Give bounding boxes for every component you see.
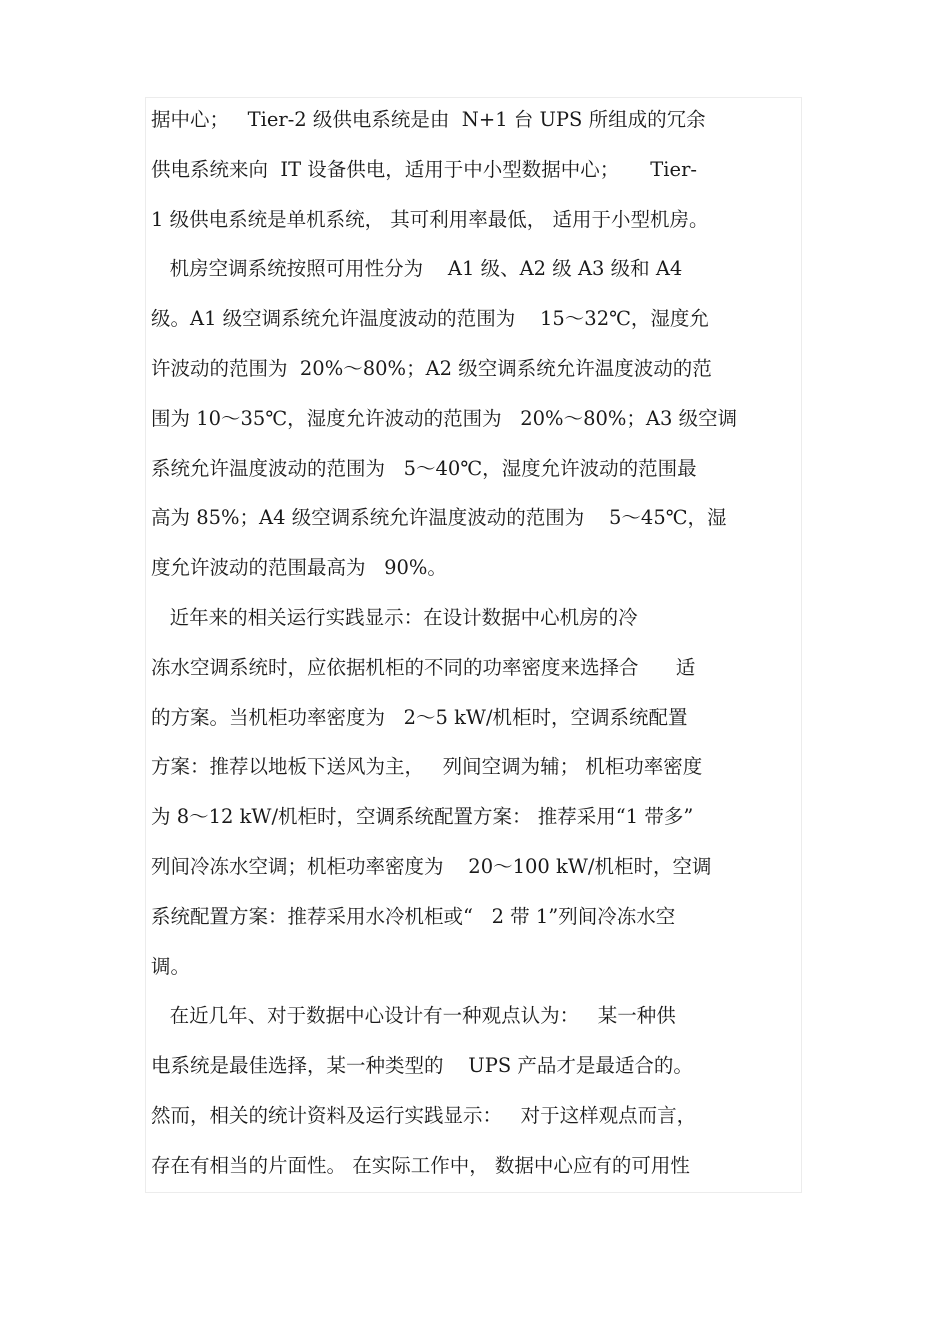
text-line: 供电系统来向 IT 设备供电，适用于中小型数据中心； Tier- (151, 157, 697, 181)
text-line: 机房空调系统按照可用性分为 A1 级、A2 级 A3 级和 A4 (151, 257, 683, 281)
text-line: 系统配置方案：推荐采用水冷机柜或“ 2 带 1”列间冷冻水空 (151, 904, 676, 928)
text-line: 电系统是最佳选择，某一种类型的 UPS 产品才是最适合的。 (151, 1054, 693, 1078)
text-line: 的方案。当机柜功率密度为 2～5 kW/机柜时，空调系统配置 (151, 705, 688, 729)
text-line: 系统允许温度波动的范围为 5～40℃，湿度允许波动的范围最 (151, 456, 697, 480)
text-line: 围为 10～35℃，湿度允许波动的范围为 20%～80%；A3 级空调 (151, 406, 738, 430)
text-line: 冻水空调系统时，应依据机柜的不同的功率密度来选择合 适 (151, 655, 696, 679)
text-line: 存在有相当的片面性。 在实际工作中， 数据中心应有的可用性 (151, 1153, 690, 1177)
text-line: 高为 85%；A4 级空调系统允许温度波动的范围为 5～45℃，湿 (151, 506, 727, 530)
text-line: 据中心； Tier-2 级供电系统是由 N+1 台 UPS 所组成的冗余 (151, 108, 706, 131)
text-line: 调。 (151, 954, 191, 978)
text-line: 1 级供电系统是单机系统， 其可利用率最低， 适用于小型机房。 (151, 207, 709, 231)
text-line: 近年来的相关运行实践显示：在设计数据中心机房的冷 (151, 605, 638, 629)
text-line: 度允许波动的范围最高为 90%。 (151, 556, 447, 580)
text-line: 许波动的范围为 20%～80%；A2 级空调系统允许温度波动的范 (151, 356, 712, 380)
text-line: 然而，相关的统计资料及运行实践显示： 对于这样观点而言， (151, 1103, 697, 1127)
text-line: 级。A1 级空调系统允许温度波动的范围为 15～32℃，湿度允 (151, 307, 709, 331)
document-body (151, 102, 801, 1198)
text-line: 列间冷冻水空调；机柜功率密度为 20～100 kW/机柜时，空调 (151, 854, 712, 878)
text-line: 方案：推荐以地板下送风为主， 列间空调为辅； 机柜功率密度 (151, 755, 703, 779)
text-line: 在近几年、对于数据中心设计有一种观点认为： 某一种供 (151, 1004, 676, 1028)
text-line: 为 8～12 kW/机柜时，空调系统配置方案： 推荐采用“1 带多” (151, 805, 694, 829)
